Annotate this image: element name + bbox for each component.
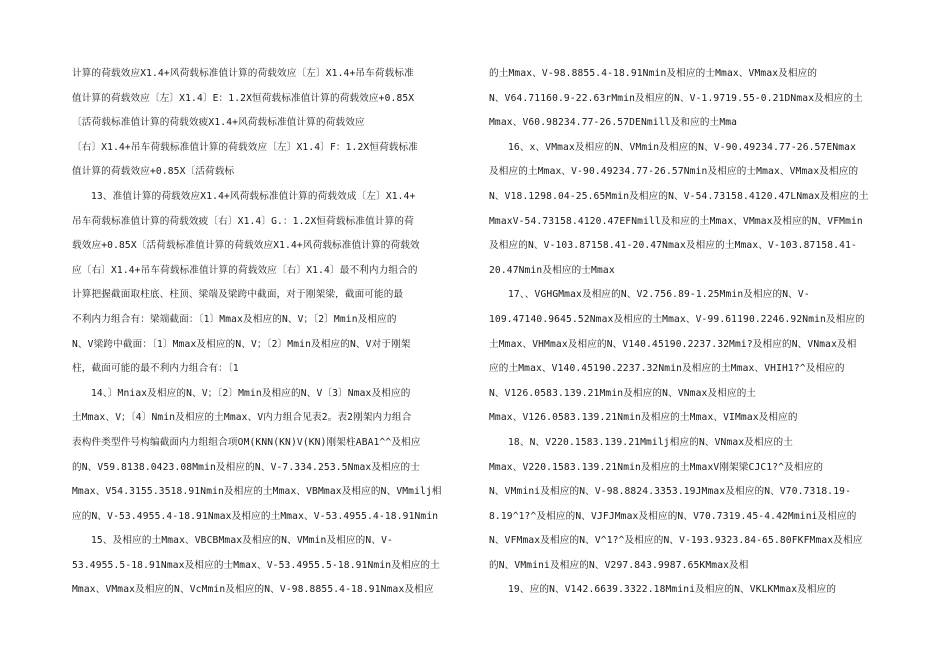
text-line: 不利内力组合有：梁端截面：〔1〕Mmax及相应的N、V；〔2〕Mmin及相应的: [72, 313, 397, 325]
text-line: N、VFMmax及相应的N、V^1?^及相应的N、V-193.9323.84-65.80FKFMmax及相应: [489, 535, 863, 547]
text-line: N、V18.1298.04-25.65Mmin及相应的N、V-54.73158.4120.47LNmax及相应的土: [489, 190, 869, 202]
text-line: 土Mmax、VHMmax及相应的N、V140.45190.2237.32Mmi?及相应的N、VNmax及相: [489, 338, 857, 350]
paragraph-start-line: 18、N、V220.1583.139.21Mmilj相应的N、VNmax及相应的土: [508, 436, 793, 448]
text-line: Mmax、V60.98234.77-26.57DENmill及和应的土Mma: [489, 117, 738, 129]
text-line: 的N、V59.8138.0423.08Mmin及相应的N、V-7.334.253.5Nmax及相应的士: [72, 461, 421, 473]
text-line: 应〔右〕X1.4+吊车荷载标准值计算的荷载效应〔右〕X1.4〕最不利内力组合的: [72, 264, 418, 276]
text-line: 表构件类型件号构编截面内力组组合项OM(KNN(KN)V(KN)刚架柱ABA1^^及相应: [72, 436, 421, 448]
text-line: 值计算的荷载效应+0.85X〔活荷载标: [72, 166, 235, 178]
text-line: 载效应+0.85X〔活荷载标准值计算的荷载效应X1.4+风荷载标准值计算的荷载效: [72, 240, 420, 252]
text-line: 计算的荷载效应X1.4+风荷载标准值计算的荷载效应〔左〕X1.4+吊车荷载标准: [72, 68, 414, 79]
text-line: 计算把握截面取柱底、柱顶、梁端及梁跨中截面，对于刚架梁，截面可能的最: [72, 289, 404, 301]
left-text-column: [72, 62, 474, 603]
text-line: 及相应的土Mmax、V-90.49234.77-26.57Nmin及相应的士Mmax、VMmax及相应的: [489, 166, 859, 178]
text-line: 及相应的N、V-103.87158.41-20.47Nmax及相应的土Mmax、V-103.87158.41-: [489, 240, 857, 252]
paragraph-start-line: 17、、VGHGMmax及相应的N、V2.756.89-1.25Mmin及相应的N、V-: [508, 289, 810, 301]
paragraph-start-line: 16、x、VMmax及相应的N、VMmin及相应的N、V-90.49234.77-26.57ENmax: [508, 141, 857, 153]
text-line: 吊车荷载标准值计算的荷载效疲〔右〕X1.4〕G.：1.2X恒荷载标准值计算的荷: [72, 215, 414, 227]
paragraph-start-line: 13、准值计算的荷载效应X1.4+风荷载标准值计算的荷载效成〔左〕X1.4+: [91, 190, 416, 202]
text-line: N、V126.0583.139.21Mmin及相应的N、VNmax及相应的土: [489, 387, 757, 399]
text-line: 的土Mmax、V-98.8855.4-18.91Nmin及相应的士Mmax、VMmax及相应的: [489, 68, 818, 79]
text-line: 〔活荷载标准值计算的荷载效疲X1.4+风荷载标准值计算的荷载效应: [72, 117, 365, 129]
text-line: N、V梁跨中截面：〔1〕Mmax及相应的N、V；〔2〕Mmin及相应的N、V对于刚架: [72, 338, 411, 350]
text-line: Mmax、V126.0583.139.21Nmin及相应的土Mmax、VIMmax及相应的: [489, 412, 798, 424]
text-line: 20.47Nmin及相应的士Mmax: [489, 264, 615, 276]
text-line: 的N、VMmini及相应的N、V297.843.9987.65KMmax及相: [489, 559, 749, 571]
text-line: 〔右〕X1.4+吊车荷载标准值计算的荷载效应〔左〕X1.4〕F：1.2X恒荷载标准: [72, 141, 419, 153]
text-line: 109.47140.9645.52Nmax及相应的土Mmax、V-99.61190.2246.92Nmin及相应的: [489, 313, 865, 325]
text-line: 53.4955.5-18.91Nmax及相应的士Mmax、V-53.4955.5-18.91Nmin及相应的土: [72, 559, 440, 571]
text-line: 应的土Mmax、V140.45190.2237.32Nmin及相应的土Mmax、VHIH1?^及相应的: [489, 363, 845, 375]
paragraph-start-line: 14、〕Mniax及相应的N、V；〔2〕Mmin及相应的N、V〔3〕Nmax及相应的: [91, 387, 411, 399]
text-line: 柱，截面可能的最不利内力组合有：〔1: [72, 363, 239, 375]
text-line: N、V64.71160.9-22.63rMmin及相应的N、V-1.9719.55-0.21DNmax及相应的土: [489, 92, 863, 104]
text-line: 8.19^1?^及相应的N、VJFJMmax及相应的N、V70.7319.45-4.42Mmini及相应的: [489, 510, 857, 522]
right-text-column: [489, 62, 891, 603]
text-line: Mmax、V54.3155.3518.91Nmin及相应的土Mmax、VBMmax及相应的N、VMmilj相: [72, 486, 442, 498]
paragraph-start-line: 15、及相应的土Mmax、VBCBMmax及相应的N、VMmin及相应的N、V-: [91, 535, 393, 547]
paragraph-start-line: 19、应的N、V142.6639.3322.18Mmini及相应的N、VKLKMmax及相应的: [508, 584, 837, 596]
text-line: N、VMmini及相应的N、V-98.8824.3353.19JMmax及相应的N、V70.7318.19-: [489, 486, 851, 498]
text-line: 土Mmax、V；〔4〕Nmin及相应的土Mmax、V内力组合见表2。表2刚架内力组合: [72, 412, 412, 424]
text-line: Mmax、V220.1583.139.21Nmin及相应的土MmaxV刚架梁CJC1?^及相应的: [489, 461, 824, 473]
text-line: Mmax、VMmax及相应的N、VcMmin及相应的N、V-98.8855.4-18.91Nmax及相应: [72, 584, 434, 596]
text-line: 值计算的荷载效应〔左〕X1.4〕E：1.2X恒荷载标准值计算的荷载效应+0.85X: [72, 92, 415, 104]
text-line: 应的N、V-53.4955.4-18.91Nmax及相应的土Mmax、V-53.4955.4-18.91Nmin: [72, 510, 439, 522]
text-line: MmaxV-54.73158.4120.47EFNmill及和应的土Mmax、VMmax及相应的N、VFMmin: [489, 215, 863, 227]
